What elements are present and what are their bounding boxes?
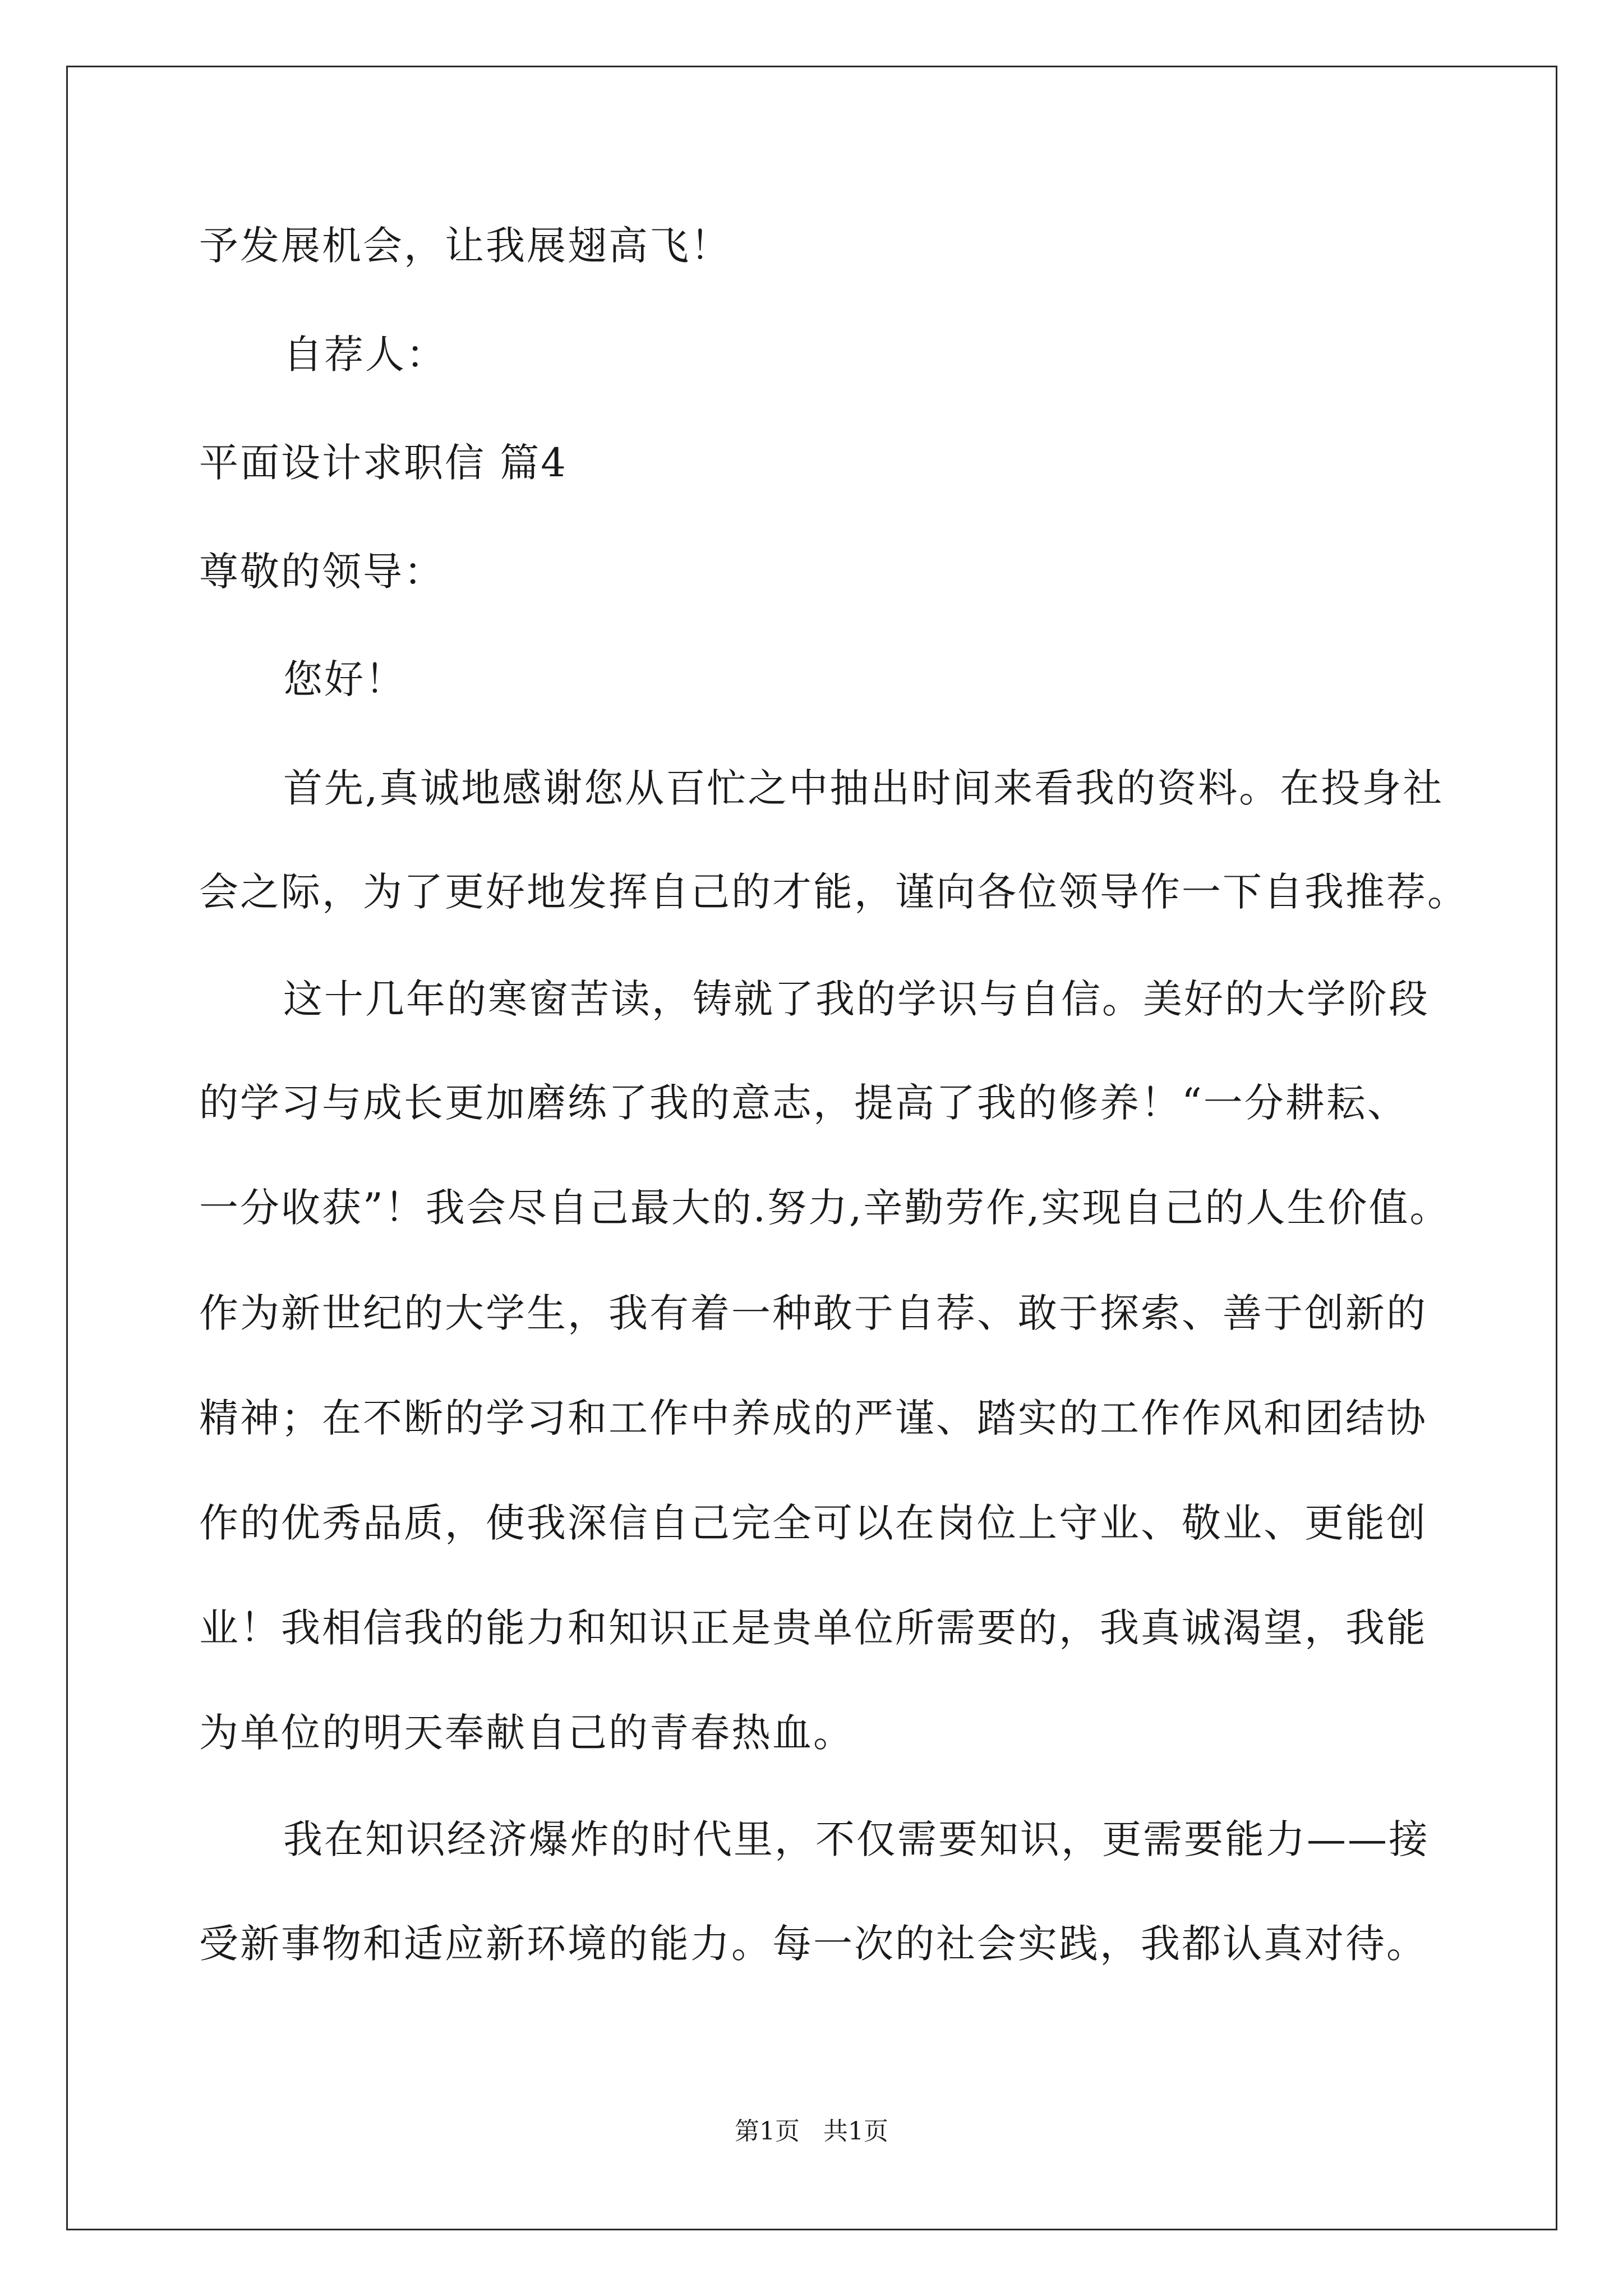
paragraph-2-line-3: 一分收获”！我会尽自己最大的.努力,辛勤劳作,实现自己的人生价值。 [199, 1185, 1451, 1231]
paragraph-3-line-1: 我在知识经济爆炸的时代里，不仅需要知识，更需要能力——接 [283, 1816, 1430, 1862]
paragraph-1-line-2: 会之际，为了更好地发挥自己的才能，谨向各位领导作一下自我推荐。 [199, 869, 1468, 915]
paragraph-2-line-5: 精神；在不断的学习和工作中养成的严谨、踏实的工作作风和团结协 [199, 1395, 1427, 1441]
greeting: 您好！ [283, 656, 406, 702]
salutation: 尊敬的领导： [199, 549, 445, 595]
text-line-1: 予发展机会，让我展翅高飞！ [199, 223, 731, 269]
paragraph-2-line-2: 的学习与成长更加磨练了我的意志，提高了我的修养！“一分耕耘、 [199, 1080, 1408, 1126]
section-heading: 平面设计求职信 篇4 [199, 440, 568, 486]
signature-line: 自荐人： [283, 332, 447, 378]
paragraph-2-line-4: 作为新世纪的大学生，我有着一种敢于自荐、敢于探索、善于创新的 [199, 1290, 1427, 1336]
page-border [66, 66, 1557, 2230]
page-total: 共1页 [823, 2117, 888, 2146]
page-number: 第1页 [735, 2117, 800, 2146]
paragraph-3-line-2: 受新事物和适应新环境的能力。每一次的社会实践，我都认真对待。 [199, 1921, 1427, 1967]
paragraph-2-line-1: 这十几年的寒窗苦读，铸就了我的学识与自信。美好的大学阶段 [283, 976, 1430, 1022]
paragraph-2-line-8: 为单位的明天奉献自己的青春热血。 [199, 1710, 854, 1756]
paragraph-1-line-1: 首先,真诚地感谢您从百忙之中抽出时间来看我的资料。在投身社 [283, 765, 1444, 811]
page-footer [0, 2115, 1623, 2148]
paragraph-2-line-7: 业！我相信我的能力和知识正是贵单位所需要的，我真诚渴望，我能 [199, 1605, 1427, 1651]
paragraph-2-line-6: 作的优秀品质，使我深信自己完全可以在岗位上守业、敬业、更能创 [199, 1500, 1427, 1546]
